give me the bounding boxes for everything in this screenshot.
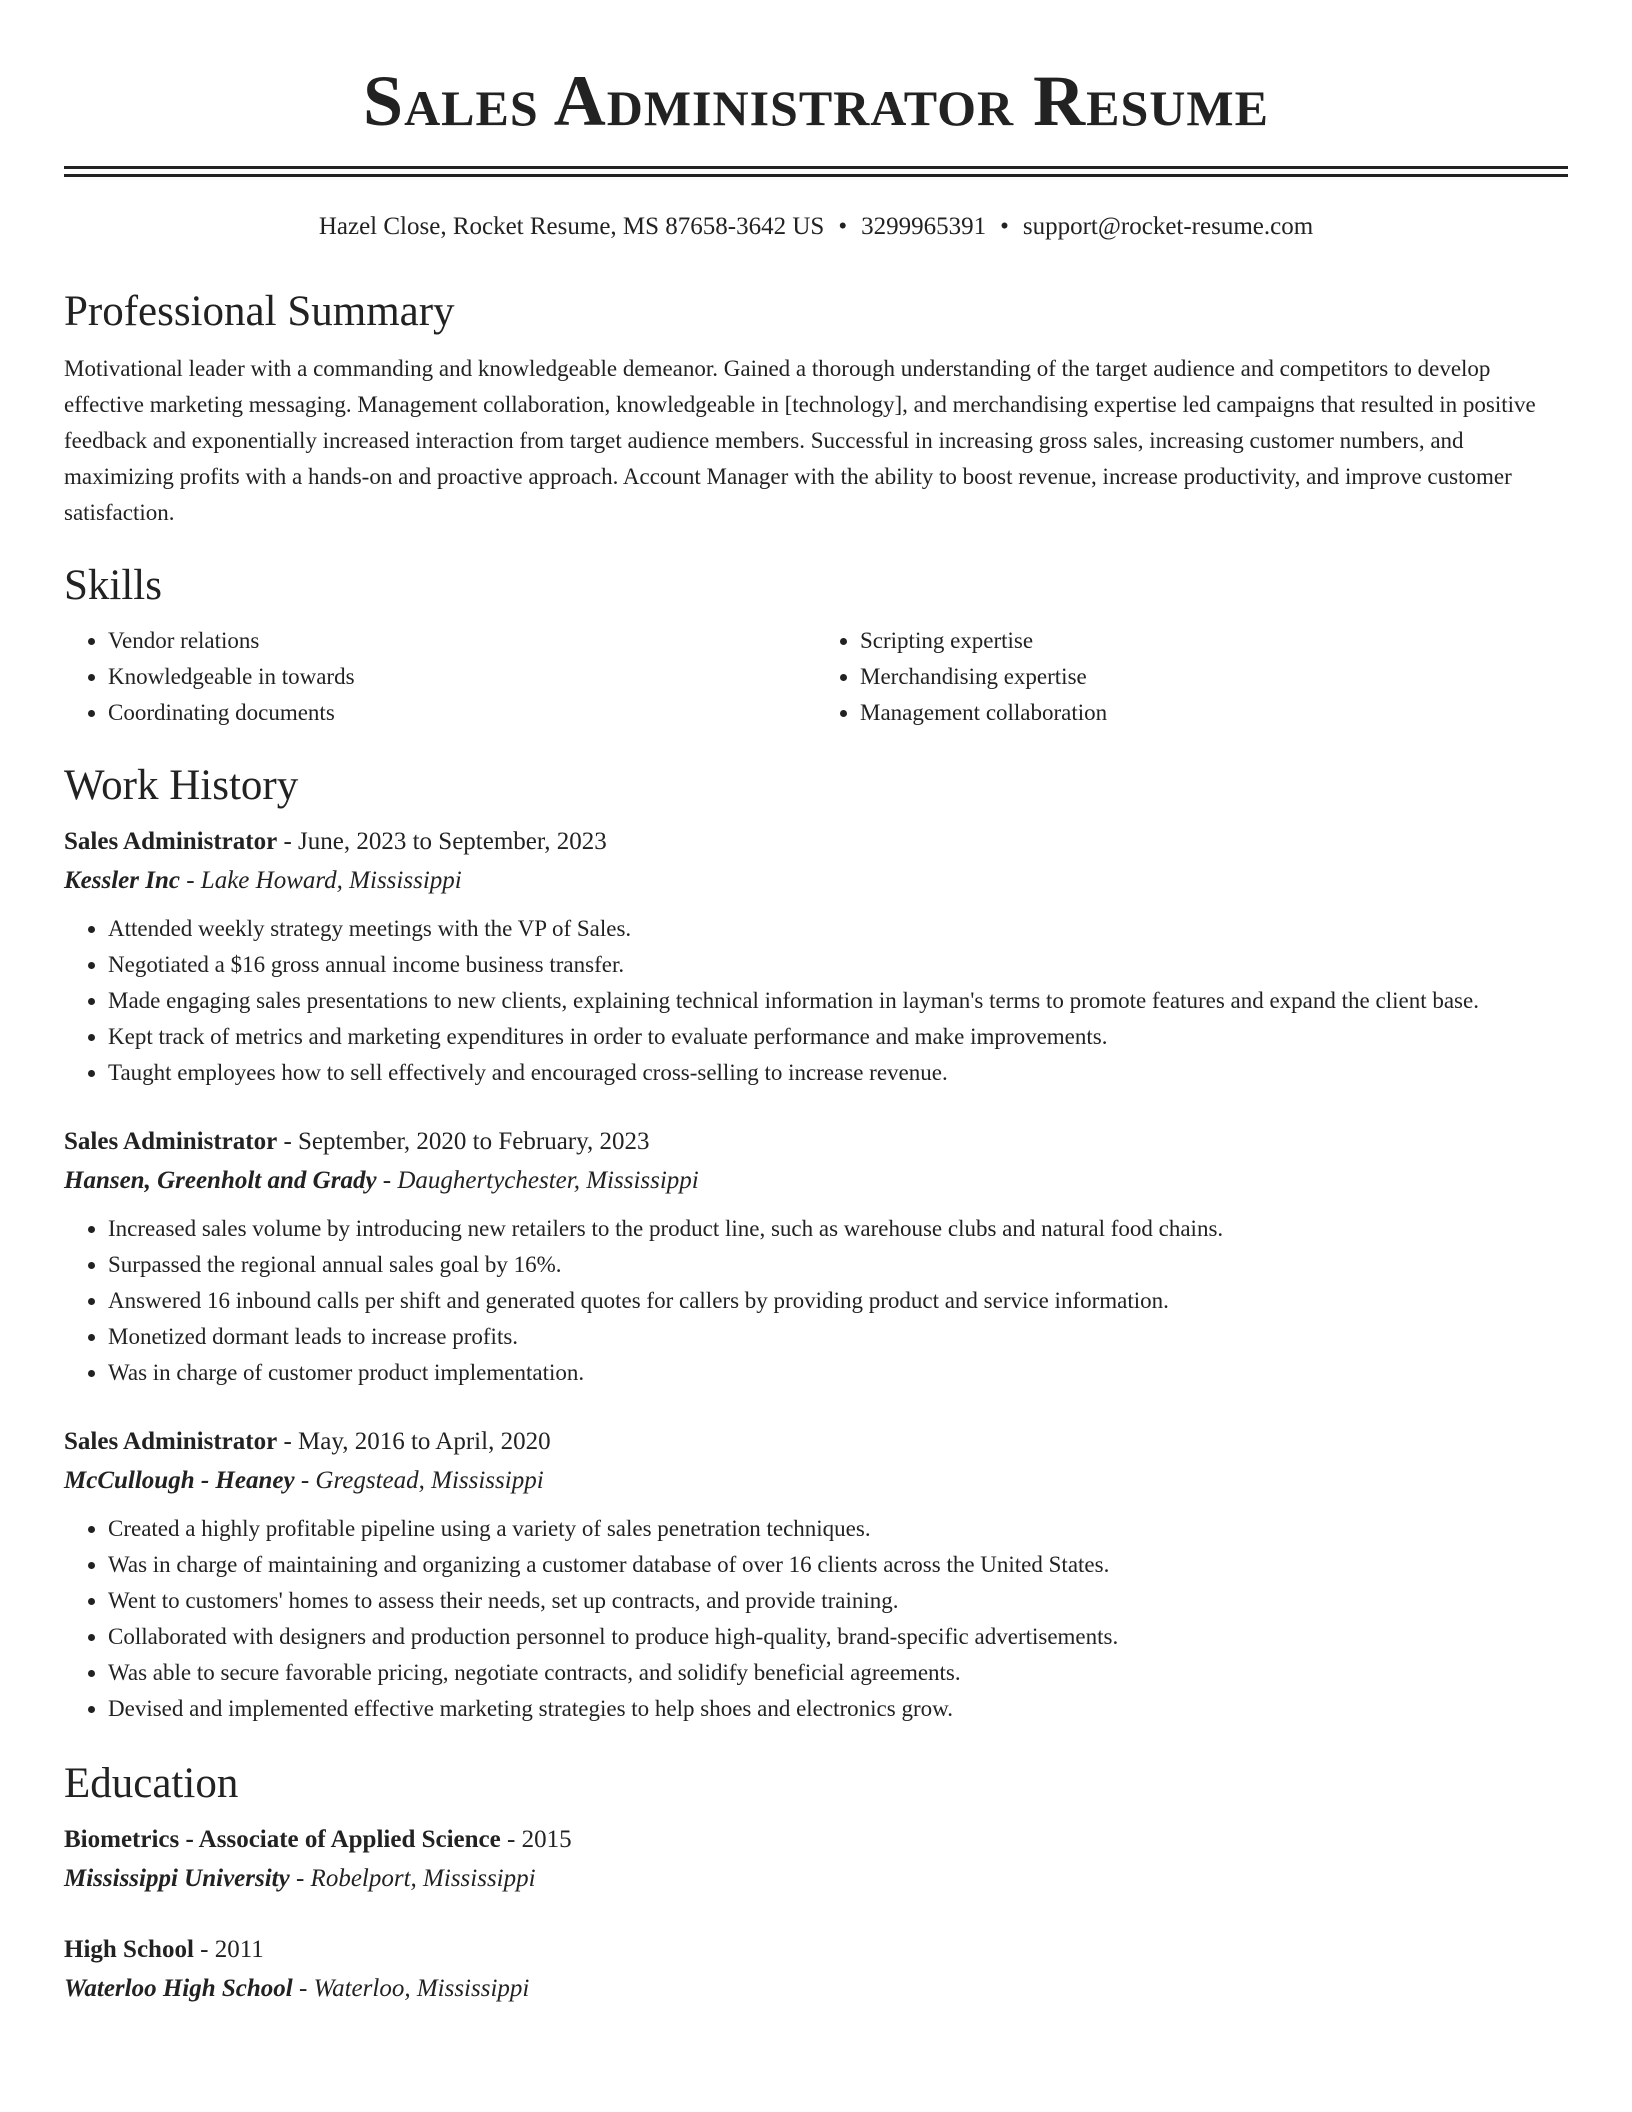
contact-separator: • [1000, 213, 1009, 240]
job-bullets [64, 911, 1568, 1091]
education-entry [64, 1931, 1568, 2009]
job-dates: - June, 2023 to September, 2023 [277, 828, 607, 855]
education-location: - Robelport, Mississippi [289, 1865, 536, 1892]
job-location: - Lake Howard, Mississippi [179, 867, 462, 894]
education-school-line [64, 1859, 1568, 1899]
skills-list [64, 623, 1568, 731]
education-heading: Education [64, 1760, 239, 1807]
job-bullet: • Was in charge of maintaining and organizing a customer database of over 16 clients across the United States. [108, 1547, 1568, 1583]
job-company-line [64, 861, 1568, 901]
skill-item: • Merchandising expertise [860, 659, 1568, 695]
education-school: Mississippi University [64, 1865, 290, 1892]
job-bullet: • Was able to secure favorable pricing, negotiate contracts, and solidify beneficial agreements. [108, 1655, 1568, 1691]
skill-item: • Coordinating documents [108, 695, 816, 731]
job-bullet: • Went to customers' homes to assess their needs, set up contracts, and provide training. [108, 1583, 1568, 1619]
job-bullet: • Attended weekly strategy meetings with the VP of Sales. [108, 911, 1568, 947]
job-bullets [64, 1211, 1568, 1391]
job-bullet: • Increased sales volume by introducing new retailers to the product line, such as warehouse clubs and natural food chains. [108, 1211, 1568, 1247]
job-bullet: • Devised and implemented effective marketing strategies to help shoes and electronics grow. [108, 1691, 1568, 1727]
job-entry [64, 1423, 1568, 1727]
skills-heading: Skills [64, 562, 162, 609]
job-company: Kessler Inc [64, 867, 180, 894]
contact-address: Hazel Close, Rocket Resume, MS 87658-3642 US [318, 213, 825, 240]
job-company-line [64, 1161, 1568, 1201]
contact-email: support@rocket-resume.com [1022, 213, 1314, 240]
job-bullet: • Surpassed the regional annual sales goal by 16%. [108, 1247, 1568, 1283]
job-bullet: • Was in charge of customer product implementation. [108, 1355, 1568, 1391]
job-location: - Daughertychester, Mississippi [376, 1167, 699, 1194]
job-title: Sales Administrator [64, 828, 278, 855]
education-school-line [64, 1969, 1568, 2009]
job-company-line [64, 1461, 1568, 1501]
work-history-heading: Work History [64, 762, 299, 809]
job-bullet: • Taught employees how to sell effectively and encouraged cross-selling to increase revenue. [108, 1055, 1568, 1091]
job-dates: - September, 2020 to February, 2023 [277, 1128, 650, 1155]
skills-column-left [64, 623, 816, 731]
contact-phone: 3299965391 [861, 213, 987, 240]
summary-heading: Professional Summary [64, 288, 455, 335]
job-company: McCullough - Heaney [64, 1467, 295, 1494]
education-entry [64, 1821, 1568, 1899]
summary-text: Motivational leader with a commanding and knowledgeable demeanor. Gained a thorough understanding of the target audience and competitors to develop effective marketing messaging. Management collaboration, knowledgeable in [technology], and merchandising expertise led campaigns that resulted in positive feedback and exponentially increased interaction from target audience members. Successful in increasing gross sales, increasing customer numbers, and maximizing profits with a hands-on and proactive approach. Account Manager with the ability to boost revenue, increase productivity, and improve customer satisfaction. [64, 356, 1536, 525]
job-bullet: • Negotiated a $16 gross annual income business transfer. [108, 947, 1568, 983]
education-location: - Waterloo, Mississippi [292, 1975, 530, 2002]
job-title-line [64, 1123, 1568, 1161]
skill-item: • Vendor relations [108, 623, 816, 659]
job-bullet: • Monetized dormant leads to increase profits. [108, 1319, 1568, 1355]
job-bullet: • Answered 16 inbound calls per shift and generated quotes for callers by providing product and service information. [108, 1283, 1568, 1319]
skill-item: • Scripting expertise [860, 623, 1568, 659]
education-degree-line [64, 1931, 1568, 1969]
education-degree: Biometrics - Associate of Applied Science [64, 1826, 501, 1853]
job-entry [64, 1123, 1568, 1391]
job-entry [64, 823, 1568, 1091]
education-degree: High School [64, 1936, 194, 1963]
job-dates: - May, 2016 to April, 2020 [277, 1428, 551, 1455]
job-bullet: • Created a highly profitable pipeline using a variety of sales penetration techniques. [108, 1511, 1568, 1547]
education-year: - 2011 [193, 1936, 264, 1963]
job-title-line [64, 1423, 1568, 1461]
contact-line [64, 211, 1568, 243]
job-bullet: • Collaborated with designers and production personnel to produce high-quality, brand-specific advertisements. [108, 1619, 1568, 1655]
job-company: Hansen, Greenholt and Grady [64, 1167, 377, 1194]
skill-item: • Knowledgeable in towards [108, 659, 816, 695]
job-bullets [64, 1511, 1568, 1727]
job-title: Sales Administrator [64, 1428, 278, 1455]
job-title-line [64, 823, 1568, 861]
education-year: - 2015 [500, 1826, 572, 1853]
skill-item: • Management collaboration [860, 695, 1568, 731]
skills-column-right [816, 623, 1568, 731]
job-title: Sales Administrator [64, 1128, 278, 1155]
job-bullet: • Made engaging sales presentations to new clients, explaining technical information in layman's terms to promote features and expand the client base. [108, 983, 1568, 1019]
page-title: Sales Administrator Resume [363, 61, 1269, 141]
education-school: Waterloo High School [64, 1975, 293, 2002]
contact-separator: • [838, 213, 848, 240]
title-double-rule [64, 166, 1568, 177]
job-location: - Gregstead, Mississippi [294, 1467, 544, 1494]
job-bullet: • Kept track of metrics and marketing expenditures in order to evaluate performance and make improvements. [108, 1019, 1568, 1055]
education-degree-line [64, 1821, 1568, 1859]
